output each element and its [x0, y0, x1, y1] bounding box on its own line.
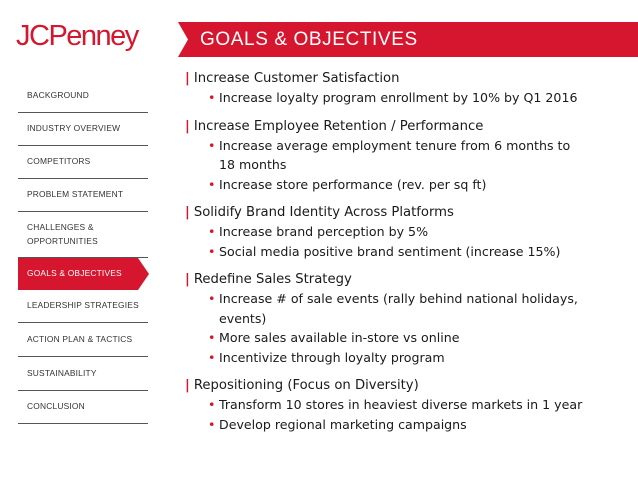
sidebar-item-label: COMPETITORS	[27, 156, 91, 167]
bullet-dot-icon: •	[208, 176, 216, 192]
goal-section	[185, 204, 625, 261]
sidebar-item-label: LEADERSHIP STRATEGIES	[27, 300, 139, 311]
list-item: • More sales available in-store vs online	[185, 328, 625, 348]
list-item: • Increase store performance (rev. per sq ft)	[185, 175, 625, 195]
accent-bar: |	[185, 205, 190, 220]
list-item: • Transform 10 stores in heaviest diverse markets in 1 year	[185, 395, 625, 415]
sidebar-item-label: GOALS & OBJECTIVES	[27, 268, 122, 279]
list-item: • Increase average employment tenure from 6 months to 18 months	[208, 137, 571, 172]
bullet-dot-icon: •	[208, 397, 216, 412]
sidebar-item-label: INDUSTRY OVERVIEW	[27, 123, 121, 134]
sidebar-item-competitors[interactable]	[18, 146, 148, 179]
goal-section	[185, 271, 625, 367]
sidebar-item-goals-objectives[interactable]	[18, 258, 138, 290]
sidebar-item-industry-overview[interactable]	[18, 113, 148, 146]
accent-bar: |	[185, 118, 190, 134]
bullet-dot-icon: •	[208, 416, 216, 432]
sidebar-nav	[18, 80, 148, 424]
sidebar-item-label: PROBLEM STATEMENT	[27, 189, 124, 200]
sidebar-item-label: CONCLUSION	[27, 401, 85, 412]
list-item: • Increase loyalty program enrollment by 10% by Q1 2016	[185, 88, 625, 108]
list-item: • Social media positive brand sentiment (increase 15%)	[185, 242, 625, 262]
list-item: • Develop regional marketing campaigns	[185, 415, 625, 435]
bullet-dot-icon: •	[208, 349, 216, 365]
sidebar-item-label: BACKGROUND	[27, 90, 90, 101]
page-title: GOALS & OBJECTIVES	[200, 29, 418, 50]
bullet-dot-icon: •	[208, 90, 216, 105]
main-content	[185, 70, 625, 444]
brand-logo: JCPenney	[16, 20, 138, 52]
list-item: • Increase brand perception by 5%	[185, 222, 625, 242]
sidebar-item-challenges-opportunities[interactable]	[18, 212, 148, 258]
sidebar-item-label: SUSTAINABILITY	[27, 367, 97, 378]
sidebar-item-conclusion[interactable]	[18, 391, 148, 424]
section-title: | Increase Customer Satisfaction	[185, 71, 400, 86]
sidebar-item-sustainability[interactable]	[18, 357, 148, 391]
sidebar-item-label: ACTION PLAN & TACTICS	[27, 333, 133, 344]
bullet-dot-icon: •	[208, 137, 216, 153]
goal-section	[185, 377, 625, 434]
section-title: | Redefine Sales Strategy	[185, 272, 352, 287]
section-title: | Increase Employee Retention / Performance	[185, 118, 484, 134]
bullet-dot-icon: •	[208, 330, 216, 345]
sidebar-item-label: CHALLENGES & OPPORTUNITIES	[27, 222, 98, 246]
list-item: • Incentivize through loyalty program	[185, 348, 625, 368]
list-item: • Increase # of sale events (rally behind national holidays, events)	[208, 291, 578, 326]
goal-section	[185, 118, 625, 195]
sidebar-item-background[interactable]	[18, 80, 148, 113]
accent-bar: |	[185, 272, 190, 287]
goal-section	[185, 70, 625, 108]
sidebar-item-problem-statement[interactable]	[18, 179, 148, 212]
bullet-dot-icon: •	[208, 291, 216, 306]
section-title: | Repositioning (Focus on Diversity)	[185, 378, 419, 393]
sidebar-item-leadership-strategies[interactable]	[18, 290, 148, 323]
accent-bar: |	[185, 71, 190, 86]
bullet-dot-icon: •	[208, 224, 216, 239]
sidebar-item-action-plan-tactics[interactable]	[18, 323, 148, 357]
section-title: | Solidify Brand Identity Across Platforms	[185, 205, 454, 220]
bullet-dot-icon: •	[208, 243, 216, 259]
accent-bar: |	[185, 378, 190, 393]
